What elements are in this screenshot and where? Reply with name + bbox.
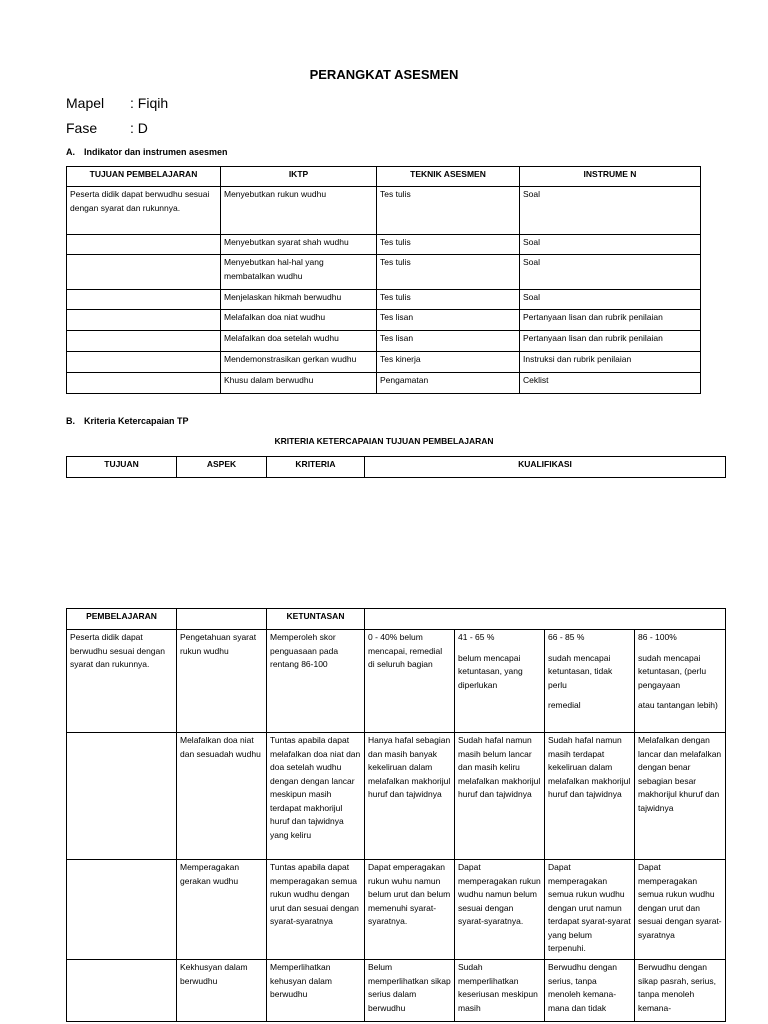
table-cell [267,733,365,860]
table-cell [67,352,221,373]
column-header: KRITERIA [267,457,365,478]
cell-text: Dapat memperagakan rukun wudhu namun belum sesuai dengan syarat-syaratnya. [458,862,541,926]
table-cell: Mendemonstrasikan gerkan wudhu [221,352,377,373]
table-cell [365,860,455,960]
cell-text: sudah mencapai ketuntasan, (perlu pengayaan [638,652,707,690]
cell-text: 41 - 65 % [458,632,495,642]
kriteria-header-table [66,456,726,478]
table-row [67,235,701,255]
table-cell: Tes lisan [377,331,520,352]
cell-text: Hanya hafal sebagian dan masih banyak kekeliruan dalam melafalkan makhorijul huruf dan tajwidnya [368,735,451,799]
cell-text: Dapat emperagakan rukun wuhu namun belum urut dan belum memenuhi syarat-syaratnya. [368,862,451,926]
indikator-table [66,166,701,394]
table-cell: Soal [520,187,701,235]
table-row [67,960,726,1022]
table-row [67,187,701,235]
section-b-heading [66,416,189,426]
cell-text: Peserta didik dapat berwudhu sesuai dengan syarat dan rukunnya. [70,632,165,669]
table-cell [545,960,635,1022]
table-cell [67,860,177,960]
table-cell [365,733,455,860]
table-row [67,860,726,960]
table-cell [635,630,726,733]
table-cell [67,235,221,255]
cell-text: Kekhusyan dalam berwudhu [180,962,248,986]
cell-text: remedial [548,700,581,710]
table-cell: Soal [520,235,701,255]
cell-text: Berwudhu dengan serius, tanpa menoleh kemana-mana dan tidak [548,962,618,1013]
table-cell: Tes tulis [377,235,520,255]
table-cell: Peserta didik dapat berwudhu sesuai dengan syarat dan rukunnya. [67,187,221,235]
column-header: KUALIFIKASI [365,457,726,478]
meta-fase [66,120,148,136]
meta-value: : D [130,120,148,136]
meta-label: Fase [66,120,98,136]
table-cell: Tes tulis [377,187,520,235]
cell-text: 66 - 85 % [548,632,585,642]
column-header: INSTRUME N [520,167,701,187]
table-cell: Pertanyaan lisan dan rubrik penilaian [520,310,701,331]
table-cell [67,290,221,310]
cell-text: Tuntas apabila dapat memperagakan semua rukun wudhu dengan urut dan sesuai dengan syarat-syaratnya [270,862,359,926]
cell-text: belum mencapai ketuntasan, yang diperlukan [458,652,523,690]
table-cell: Melafalkan doa niat wudhu [221,310,377,331]
column-header: KETUNTASAN [267,609,365,630]
table-cell: Soal [520,290,701,310]
table-cell: Instruksi dan rubrik penilaian [520,352,701,373]
cell-text: Berwudhu dengan sikap pasrah, serius, tanpa menoleh kemana- [638,962,716,1013]
column-header: IKTP [221,167,377,187]
kriteria-table [66,608,726,1022]
table-cell [67,255,221,290]
table-row [67,733,726,860]
table-cell: Tes lisan [377,310,520,331]
table-cell [635,733,726,860]
cell-text: Melafalkan dengan lancar dan melafalkan dengan benar sebagian besar makhorijul khuruf dan tajwidnya [638,735,722,813]
table-cell [67,310,221,331]
table2-title: KRITERIA KETERCAPAIAN TUJUAN PEMBELAJARAN [274,436,494,446]
table-row [67,255,701,290]
cell-text: Sudah memperlihatkan keseriusan meskipun masih [458,962,538,1013]
cell-text: atau tantangan lebih) [638,700,718,710]
table-cell: Menyebutkan hal-hal yang membatalkan wudhu [221,255,377,290]
table-cell [67,960,177,1022]
table-cell: Menyebutkan syarat shah wudhu [221,235,377,255]
section-a-heading [66,147,228,157]
meta-mapel [66,95,168,111]
table-cell: Tes tulis [377,290,520,310]
table-cell [365,960,455,1022]
table-cell [545,733,635,860]
meta-label: Mapel [66,95,105,111]
table-cell [455,733,545,860]
section-label: Indikator dan instrumen asesmen [84,147,228,157]
table-row [67,630,726,733]
table-cell [455,860,545,960]
cell-text: 0 - 40% belum mencapai, remedial di seluruh bagian [368,632,443,669]
column-header: TUJUAN [67,457,177,478]
table-cell: Melafalkan doa setelah wudhu [221,331,377,352]
cell-text: Dapat memperagakan semua rukun wudhu dengan urut namun terdapat syarat-syarat yang belum terpenuhi. [548,862,631,953]
cell-text: Sudah hafal namun masih belum lancar dan masih keliru melafalkan makhorijul huruf dan tajwidnya [458,735,541,799]
cell-text: Dapat memperagakan semua rukun wudhu dengan urut dan sesuai dengan syarat-syaratnya [638,862,722,940]
table-cell [67,630,177,733]
column-header [177,609,267,630]
table-cell: Pengamatan [377,373,520,394]
table-cell: Menyebutkan rukun wudhu [221,187,377,235]
cell-text: Belum memperlihatkan sikap serius dalam berwudhu [368,962,451,1013]
table-cell [67,373,221,394]
column-header: PEMBELAJARAN [67,609,177,630]
table-cell [635,860,726,960]
column-header: TEKNIK ASESMEN [377,167,520,187]
page-title: PERANGKAT ASESMEN [309,67,459,82]
table-cell [635,960,726,1022]
table-row [67,373,701,394]
table-row [67,352,701,373]
table-cell [177,860,267,960]
table-cell [177,733,267,860]
table-cell: Soal [520,255,701,290]
table-cell: Menjelaskan hikmah berwudhu [221,290,377,310]
table-cell [365,630,455,733]
table-cell [455,960,545,1022]
table-row [67,310,701,331]
cell-text: sudah mencapai ketuntasan, tidak perlu [548,652,613,690]
column-header [365,609,726,630]
table-cell [267,860,365,960]
section-label: Kriteria Ketercapaian TP [84,416,189,426]
cell-text: Melafalkan doa niat dan sesuadah wudhu [180,735,261,759]
cell-text: Tuntas apabila dapat melafalkan doa niat dan doa setelah wudhu dengan dengan lancar meskipun masih terdapat makhorijul huruf dan tajwidnya yang keliru [270,735,361,840]
table-cell [545,860,635,960]
column-header: ASPEK [177,457,267,478]
table-header-row [67,609,726,630]
table-cell [545,630,635,733]
table-cell [177,630,267,733]
table-cell [455,630,545,733]
table-cell: Khusu dalam berwudhu [221,373,377,394]
table-header-row [67,167,701,187]
cell-text: Pengetahuan syarat rukun wudhu [180,632,257,656]
table-cell: Ceklist [520,373,701,394]
cell-text: Memperagakan gerakan wudhu [180,862,240,886]
table-cell [267,960,365,1022]
cell-text: Memperlihatkan kehusyan dalam berwudhu [270,962,332,999]
table-row [67,290,701,310]
table-cell [267,630,365,733]
table-cell: Pertanyaan lisan dan rubrik penilaian [520,331,701,352]
table-header-row [67,457,726,478]
table-row [67,331,701,352]
section-number: B. [66,416,75,426]
cell-text: 86 - 100% [638,632,677,642]
cell-text: Sudah hafal namun masih terdapat kekeliruan dalam melafalkan makhorijul huruf dan tajwidnya [548,735,631,799]
table-cell [67,331,221,352]
meta-value: : Fiqih [130,95,169,111]
table-cell: Tes tulis [377,255,520,290]
section-number: A. [66,147,75,157]
table-cell [177,960,267,1022]
cell-text: Memperoleh skor penguasaan pada rentang 86-100 [270,632,339,669]
table-cell [67,733,177,860]
table-cell: Tes kinerja [377,352,520,373]
column-header: TUJUAN PEMBELAJARAN [67,167,221,187]
